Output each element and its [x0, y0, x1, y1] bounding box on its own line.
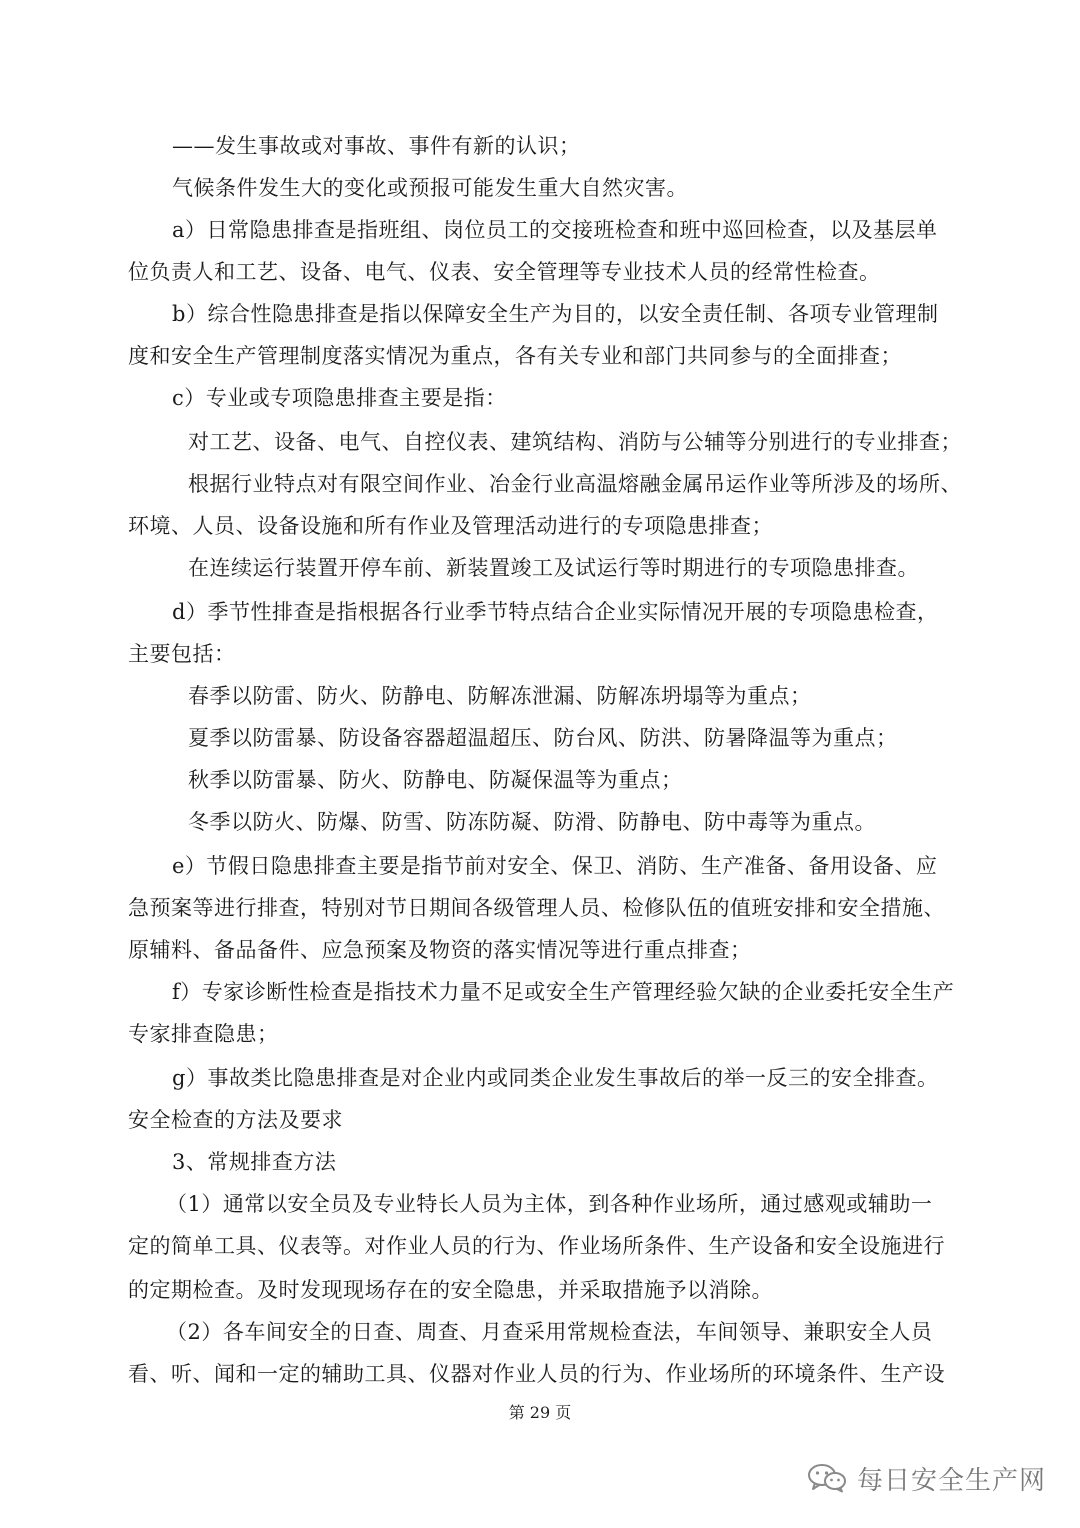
- text-line: （2）各车间安全的日查、周查、月查采用常规检查法，车间领导、兼职安全人员: [166, 1320, 933, 1344]
- text-line: 看、听、闻和一定的辅助工具、仪器对作业人员的行为、作业场所的环境条件、生产设: [128, 1362, 945, 1386]
- text-line: c）专业或专项隐患排查主要是指：: [172, 386, 507, 410]
- text-line: 春季以防雷、防火、防静电、防解冻泄漏、防解冻坍塌等为重点；: [188, 684, 812, 708]
- text-line: 秋季以防雷暴、防火、防静电、防凝保温等为重点；: [188, 768, 683, 792]
- text-line: e）节假日隐患排查主要是指节前对安全、保卫、消防、生产准备、备用设备、应: [172, 854, 938, 878]
- watermark-text: 每日安全生产网: [856, 1465, 1046, 1496]
- text-line: 急预案等进行排查，特别对节日期间各级管理人员、检修队伍的值班安排和安全措施、: [128, 896, 945, 920]
- text-line: 夏季以防雷暴、防设备容器超温超压、防台风、防洪、防暑降温等为重点；: [188, 726, 898, 750]
- text-line: ——发生事故或对事故、事件有新的认识；: [172, 134, 581, 158]
- text-line: 度和安全生产管理制度落实情况为重点，各有关专业和部门共同参与的全面排查；: [128, 344, 902, 368]
- text-line: 原辅料、备品备件、应急预案及物资的落实情况等进行重点排查；: [128, 938, 752, 962]
- page-number: 第 29 页: [508, 1403, 572, 1422]
- text-line: g）事故类比隐患排查是对企业内或同类企业发生事故后的举一反三的安全排查。: [172, 1066, 939, 1090]
- text-line: 在连续运行装置开停车前、新装置竣工及试运行等时期进行的专项隐患排查。: [188, 556, 919, 580]
- text-line: 安全检查的方法及要求: [128, 1108, 343, 1132]
- text-line: 根据行业特点对有限空间作业、冶金行业高温熔融金属吊运作业等所涉及的场所、: [188, 472, 962, 496]
- text-line: 冬季以防火、防爆、防雪、防冻防凝、防滑、防静电、防中毒等为重点。: [188, 810, 876, 834]
- text-line: f）专家诊断性检查是指技术力量不足或安全生产管理经验欠缺的企业委托安全生产: [172, 980, 955, 1004]
- text-line: d）季节性排查是指根据各行业季节特点结合企业实际情况开展的专项隐患检查，: [172, 600, 939, 624]
- wechat-icon: [807, 1463, 847, 1493]
- text-line: 定的简单工具、仪表等。对作业人员的行为、作业场所条件、生产设备和安全设施进行: [128, 1234, 945, 1258]
- text-line: 主要包括：: [128, 642, 236, 666]
- text-line: 气候条件发生大的变化或预报可能发生重大自然灾害。: [172, 176, 688, 200]
- watermark: [807, 1460, 1046, 1496]
- text-line: 环境、人员、设备设施和所有作业及管理活动进行的专项隐患排查；: [128, 514, 773, 538]
- text-line: 对工艺、设备、电气、自控仪表、建筑结构、消防与公辅等分别进行的专业排查；: [188, 430, 962, 454]
- text-line: 专家排查隐患；: [128, 1022, 279, 1046]
- text-line: 的定期检查。及时发现现场存在的安全隐患，并采取措施予以消除。: [128, 1278, 773, 1302]
- text-line: 3、常规排查方法: [172, 1150, 337, 1174]
- text-line: a）日常隐患排查是指班组、岗位员工的交接班检查和班中巡回检查，以及基层单: [172, 218, 938, 242]
- text-line: （1）通常以安全员及专业特长人员为主体，到各种作业场所，通过感观或辅助一: [166, 1192, 933, 1216]
- text-line: 位负责人和工艺、设备、电气、仪表、安全管理等专业技术人员的经常性检查。: [128, 260, 881, 284]
- text-line: b）综合性隐患排查是指以保障安全生产为目的，以安全责任制、各项专业管理制: [172, 302, 939, 326]
